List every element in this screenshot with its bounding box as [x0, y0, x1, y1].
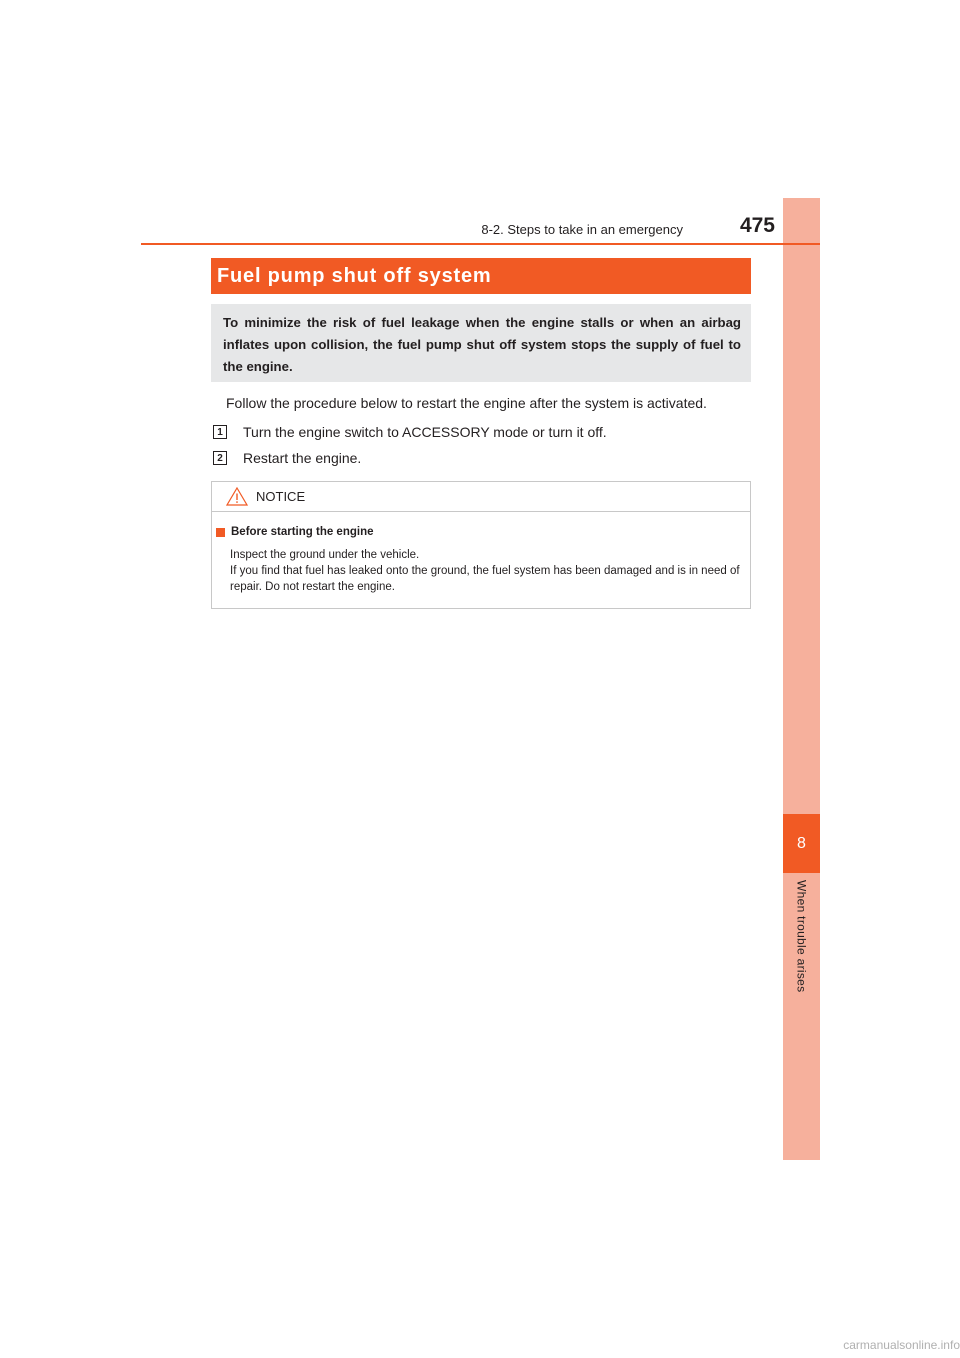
section-title: 8-2. Steps to take in an emergency: [481, 222, 683, 237]
step-text: Turn the engine switch to ACCESSORY mode or turn it off.: [243, 424, 607, 440]
chapter-number-tab[interactable]: 8: [783, 814, 820, 873]
warning-triangle-icon: [226, 487, 248, 506]
notice-subheading-text: Before starting the engine: [231, 526, 374, 538]
intro-summary: To minimize the risk of fuel leakage when the engine stalls or when an airbag inflates upon collision, the fuel pump shut off system stops the supply of fuel to the engine.: [211, 304, 751, 382]
page-number: 475: [739, 214, 775, 237]
notice-header: [212, 482, 750, 512]
notice-body: [230, 547, 742, 595]
notice-subheading: [216, 526, 374, 538]
header-divider: [141, 243, 820, 245]
step-number-badge: 2: [213, 451, 227, 465]
body-paragraph: Follow the procedure below to restart the engine after the system is activated.: [226, 395, 707, 411]
notice-box: [211, 481, 751, 609]
page-title: Fuel pump shut off system: [211, 258, 751, 294]
notice-heading: NOTICE: [256, 489, 306, 504]
notice-line: If you find that fuel has leaked onto the ground, the fuel system has been damaged and is in need of repair. Do not restart the engine.: [230, 565, 740, 593]
notice-line: Inspect the ground under the vehicle.: [230, 549, 420, 561]
step-item: [213, 448, 751, 468]
chapter-label: When trouble arises: [794, 880, 809, 993]
step-number-badge: 1: [213, 425, 227, 439]
watermark: carmanualsonline.info: [843, 1338, 960, 1352]
bullet-square-icon: [216, 528, 225, 537]
step-item: [213, 422, 751, 442]
step-text: Restart the engine.: [243, 450, 362, 466]
